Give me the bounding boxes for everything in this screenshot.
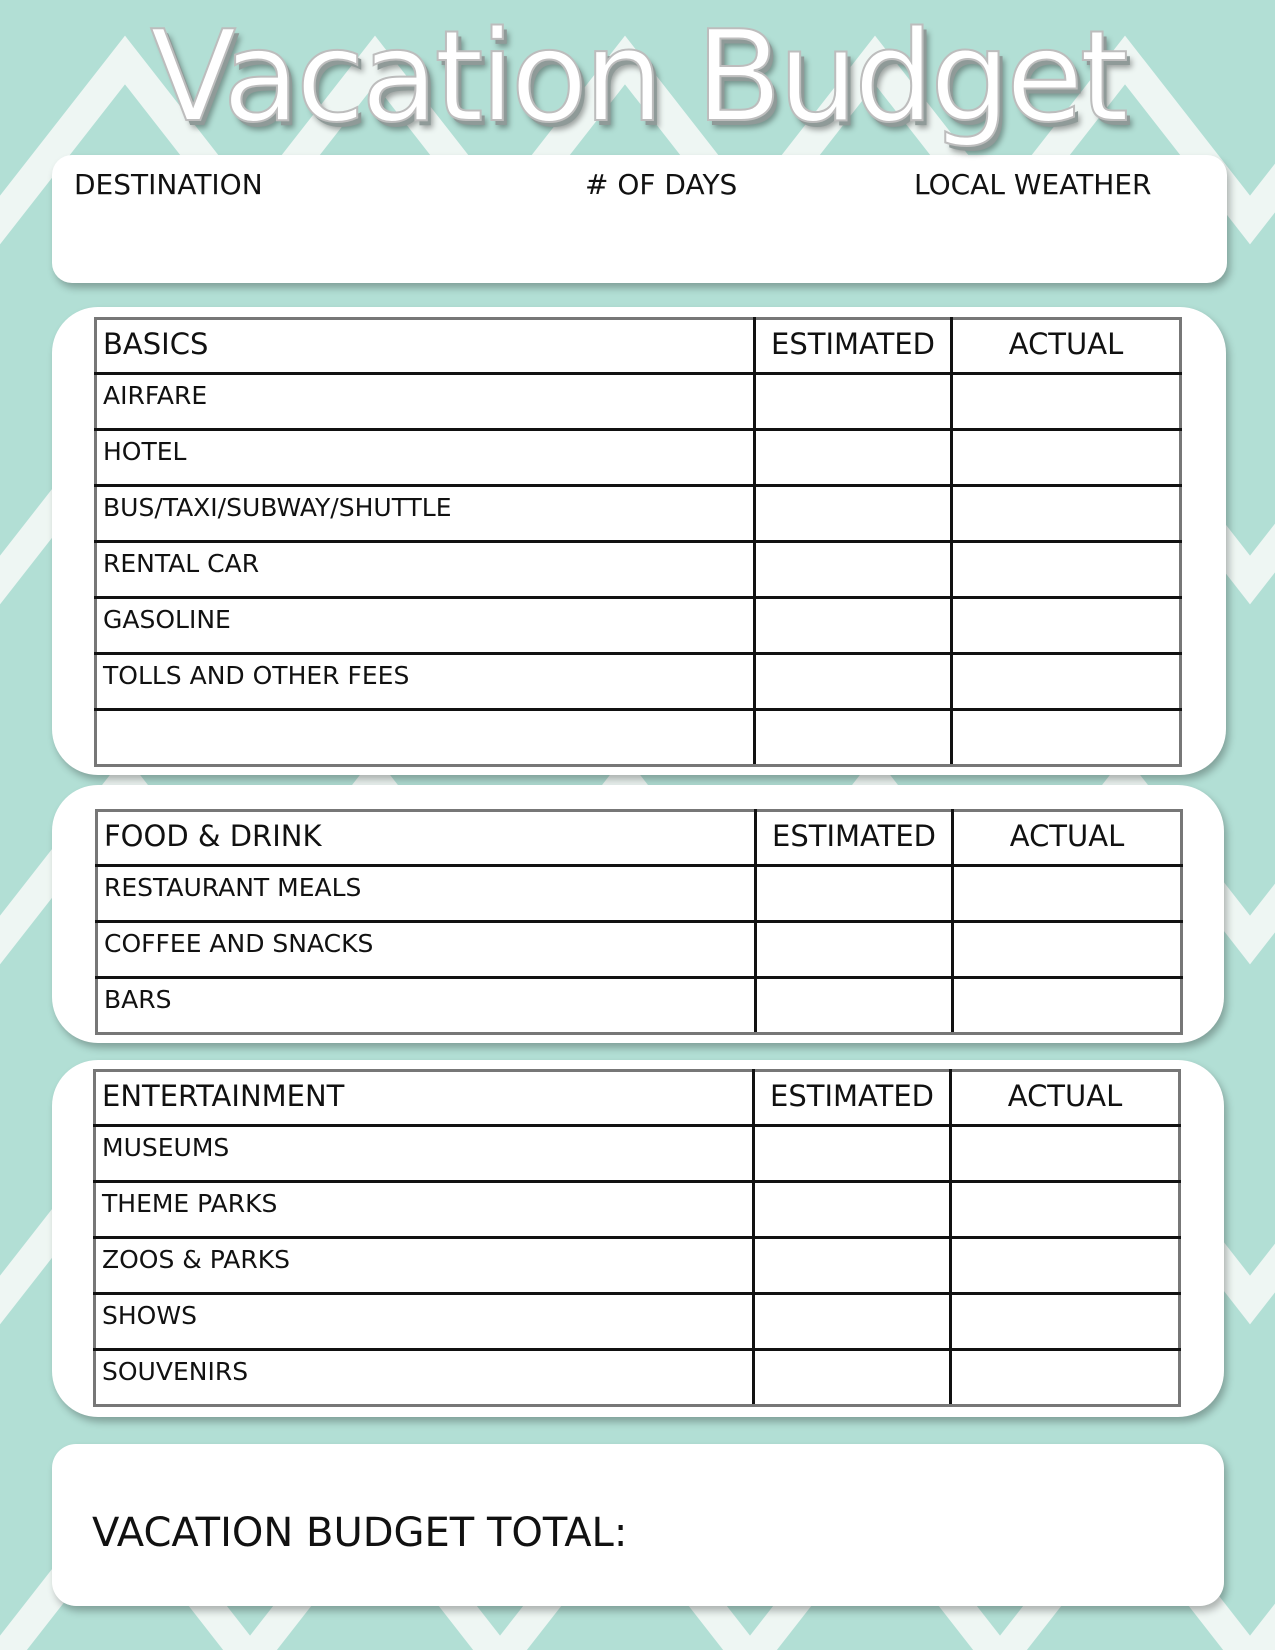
destination-label: DESTINATION [74,168,263,201]
actual-cell[interactable] [952,710,1181,766]
estimated-cell[interactable] [755,542,952,598]
table-row [97,978,1182,1034]
table-row [95,1350,1180,1406]
actual-cell[interactable] [951,1182,1180,1238]
basics-section [52,307,1226,775]
table-row [96,654,1181,710]
item-label: SHOWS [95,1294,754,1350]
basics-table [94,317,1182,767]
days-label: # OF DAYS [585,168,738,201]
total-label: VACATION BUDGET TOTAL: [92,1510,628,1556]
estimated-cell[interactable] [755,374,952,430]
item-label: HOTEL [96,430,755,486]
page-title: Vacation Budget [150,3,1125,150]
item-label: SOUVENIRS [95,1350,754,1406]
item-label: RESTAURANT MEALS [97,866,756,922]
trip-info-card [52,155,1227,283]
actual-cell[interactable] [951,1126,1180,1182]
estimated-cell[interactable] [754,1238,951,1294]
item-label: TOLLS AND OTHER FEES [96,654,755,710]
estimated-cell[interactable] [755,710,952,766]
item-label: AIRFARE [96,374,755,430]
item-label: BUS/TAXI/SUBWAY/SHUTTLE [96,486,755,542]
actual-cell[interactable] [951,1294,1180,1350]
estimated-cell[interactable] [755,654,952,710]
actual-cell[interactable] [952,486,1181,542]
estimated-cell[interactable] [754,1350,951,1406]
total-card [52,1444,1224,1606]
item-label: ZOOS & PARKS [95,1238,754,1294]
actual-header: ACTUAL [952,319,1181,374]
estimated-header: ESTIMATED [755,319,952,374]
food-section [52,785,1224,1043]
table-row [96,598,1181,654]
actual-header: ACTUAL [951,1071,1180,1126]
actual-cell[interactable] [952,542,1181,598]
table-row [95,1238,1180,1294]
weather-label: LOCAL WEATHER [914,168,1152,201]
actual-cell[interactable] [951,1238,1180,1294]
food-heading: FOOD & DRINK [97,811,756,866]
item-label [96,710,755,766]
entertainment-heading: ENTERTAINMENT [95,1071,754,1126]
actual-cell[interactable] [952,430,1181,486]
actual-cell[interactable] [951,1350,1180,1406]
estimated-cell[interactable] [755,486,952,542]
actual-cell[interactable] [953,866,1182,922]
estimated-header: ESTIMATED [756,811,953,866]
estimated-cell[interactable] [754,1126,951,1182]
basics-heading: BASICS [96,319,755,374]
table-row [96,430,1181,486]
item-label: BARS [97,978,756,1034]
actual-cell[interactable] [952,374,1181,430]
table-row [95,1182,1180,1238]
actual-cell[interactable] [953,978,1182,1034]
estimated-cell[interactable] [755,598,952,654]
table-row [96,374,1181,430]
table-row [95,1126,1180,1182]
item-label: COFFEE AND SNACKS [97,922,756,978]
item-label: THEME PARKS [95,1182,754,1238]
item-label: GASOLINE [96,598,755,654]
estimated-cell[interactable] [756,866,953,922]
actual-cell[interactable] [952,598,1181,654]
table-row [96,486,1181,542]
entertainment-table [93,1069,1181,1407]
estimated-header: ESTIMATED [754,1071,951,1126]
actual-cell[interactable] [952,654,1181,710]
actual-cell[interactable] [953,922,1182,978]
food-table [95,809,1183,1035]
table-row [97,922,1182,978]
table-row [95,1294,1180,1350]
item-label: RENTAL CAR [96,542,755,598]
item-label: MUSEUMS [95,1126,754,1182]
table-row [97,866,1182,922]
table-row [96,710,1181,766]
actual-header: ACTUAL [953,811,1182,866]
estimated-cell[interactable] [756,922,953,978]
estimated-cell[interactable] [754,1182,951,1238]
estimated-cell[interactable] [756,978,953,1034]
entertainment-section [52,1060,1224,1417]
estimated-cell[interactable] [755,430,952,486]
estimated-cell[interactable] [754,1294,951,1350]
table-row [96,542,1181,598]
